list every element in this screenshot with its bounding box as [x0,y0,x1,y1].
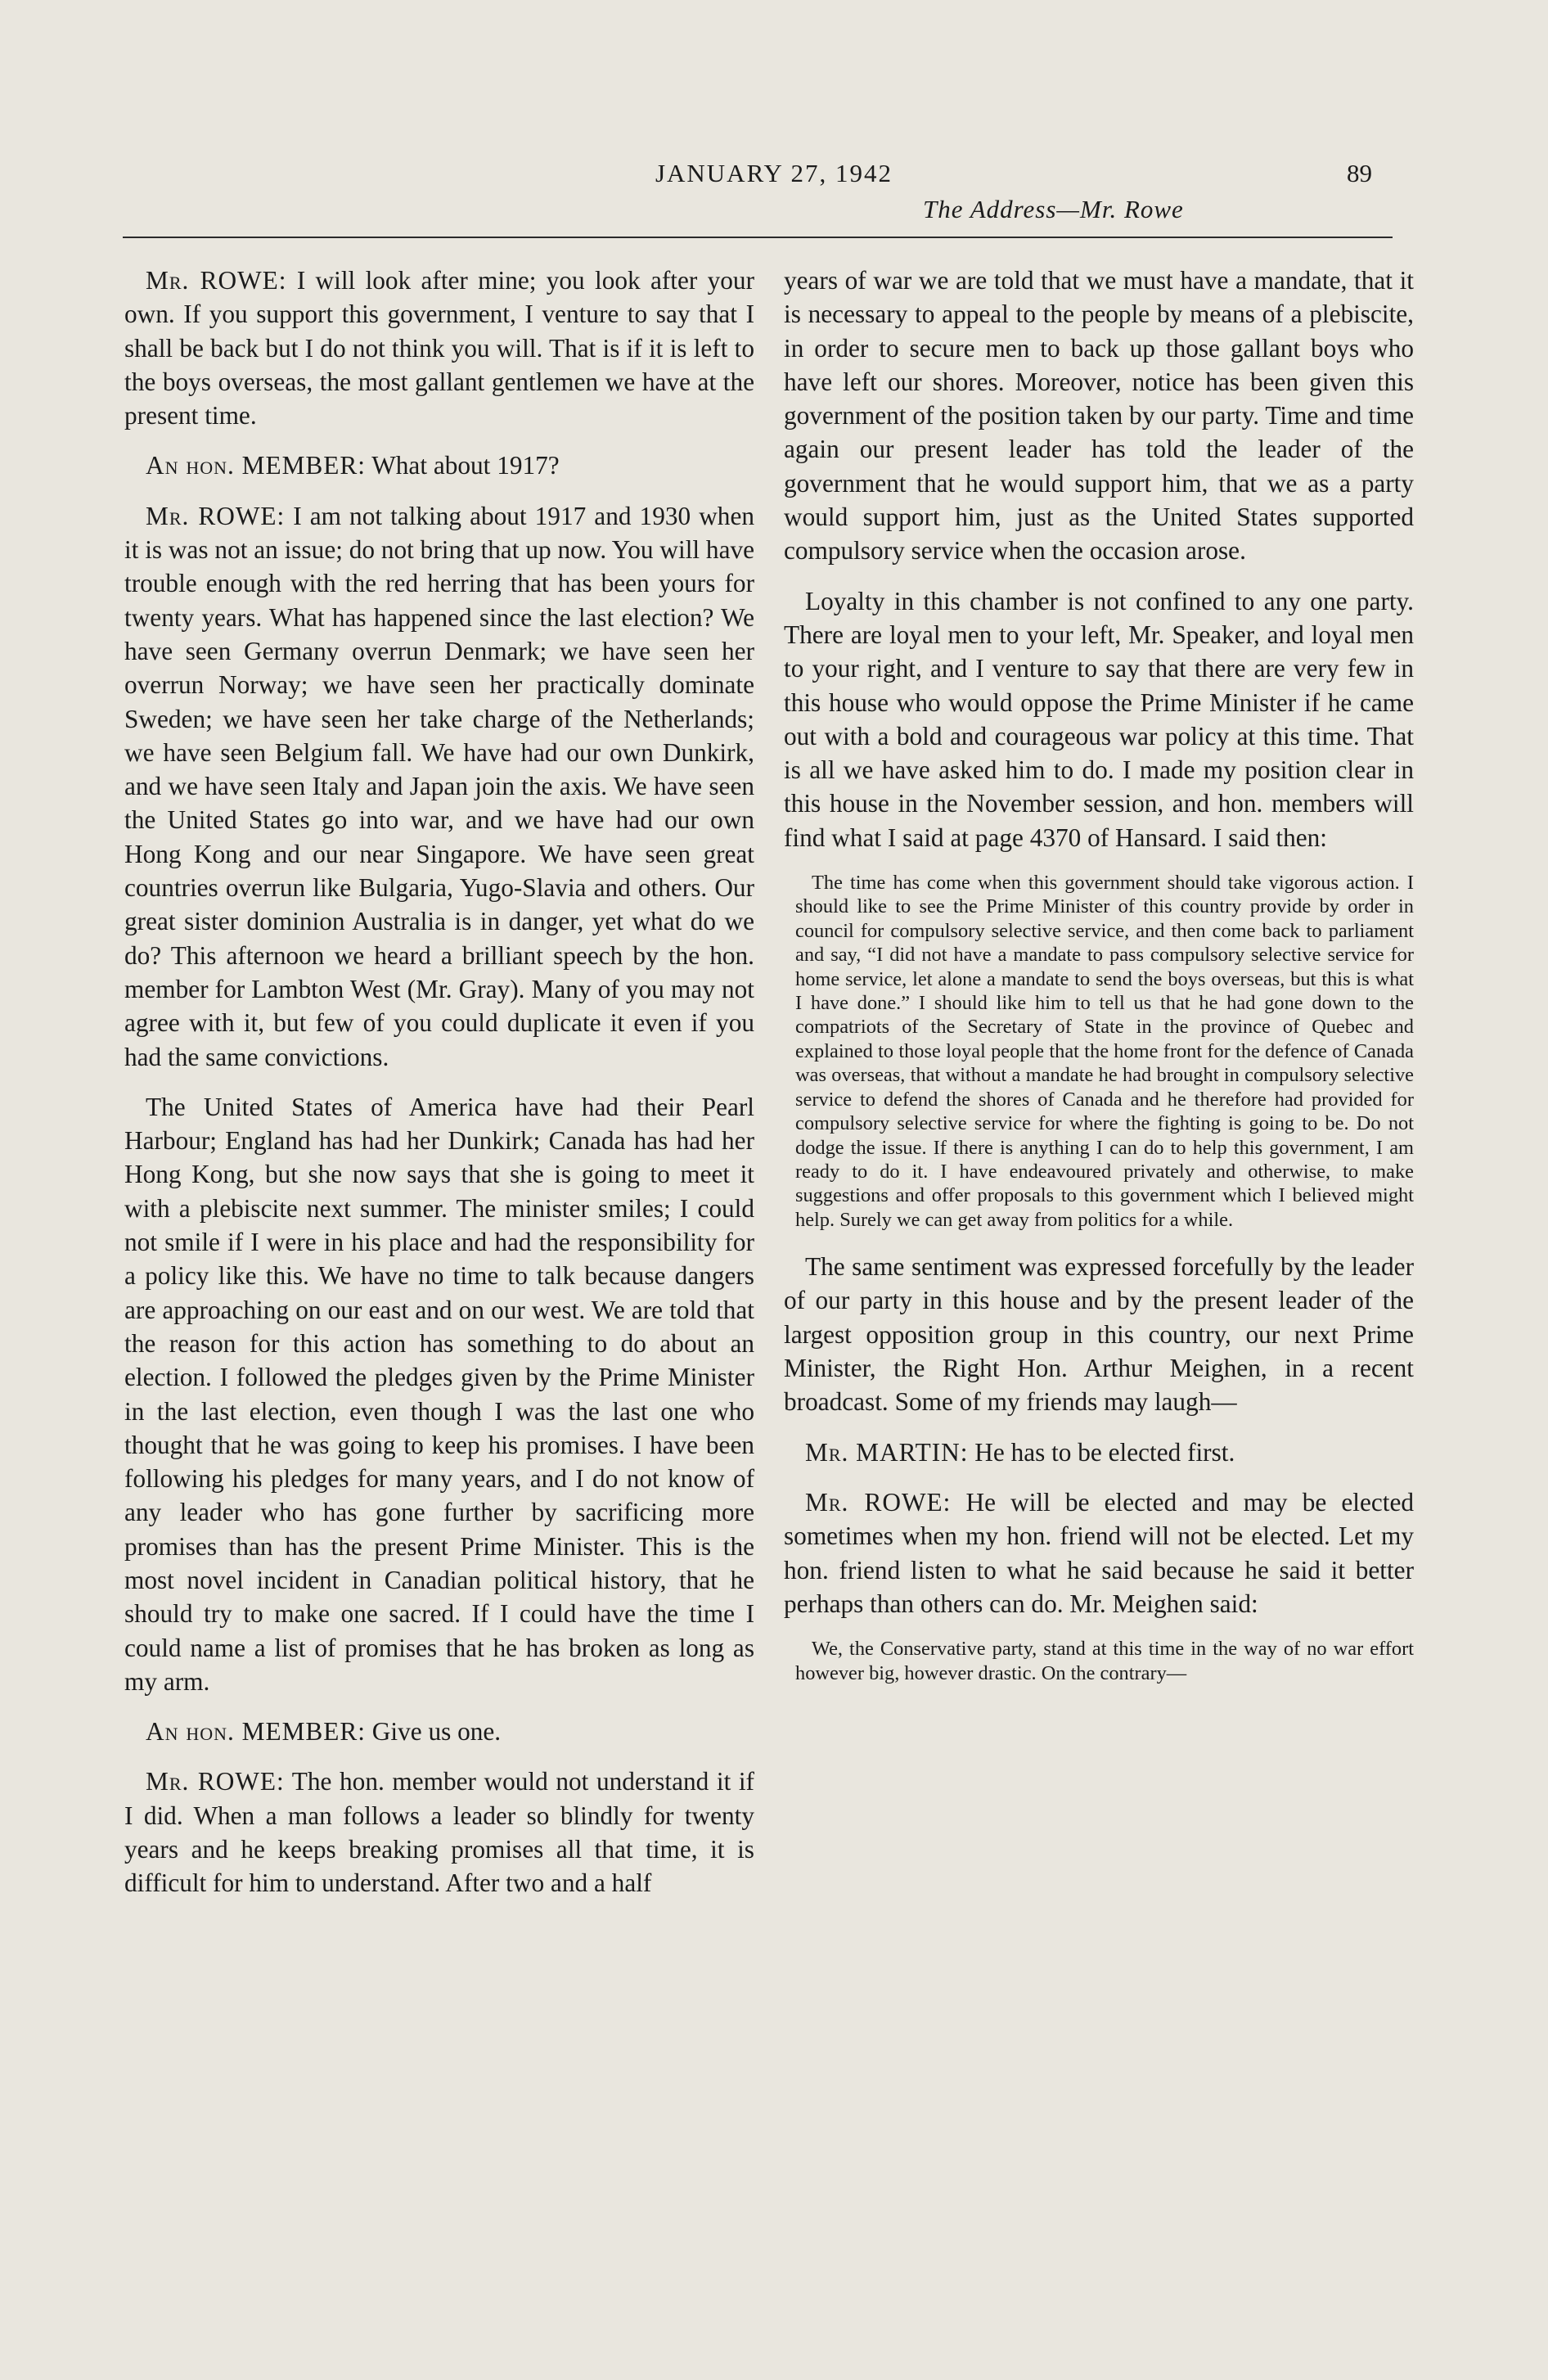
paragraph [784,1485,1414,1620]
quoted-passage [795,1637,1414,1685]
paragraph-text: He has to be elected first. [974,1437,1235,1467]
paragraph-text: The same sentiment was expressed forcefully by the leader of our party in this house and by the present leader of the largest opposition group in this country, our next Prime Minister, the Right Hon. Arthur Meighen, in a recent broadcast. Some of my friends may laugh— [784,1252,1414,1417]
paragraph [124,1715,754,1748]
paragraph [784,1436,1414,1469]
paragraph-text: I will look after mine; you look after your own. If you support this government, I venture to say that I shall be back but I do not think you will. That is if it is left to the boys overseas, the most gallant gentlemen we have at the present time. [124,266,755,430]
right-column [784,264,1414,1703]
paragraph-text: What about 1917? [371,451,560,480]
page-number: 89 [1347,159,1372,187]
paragraph-text: He will be elected and may be elected sometimes when my hon. friend will not be elected. Let my hon. friend listen to what he said because he said it better perhaps than others can do. Mr. Meighen said: [784,1487,1415,1618]
speaker-name: Mr. ROWE: [146,501,286,530]
paragraph [784,584,1414,854]
paragraph [124,264,754,432]
paragraph-text: Loyalty in this chamber is not confined to any one party. There are loyal men to your left, Mr. Speaker, and loyal men to your right, and I venture to say that there are very few in this house who would oppose the Prime Minister if he came out with a bold and courageous war policy at this time. That is all we have asked him to do. I made my position clear in this house in the November session, and hon. members will find what I said at page 4370 of Hansard. I said then: [784,586,1414,852]
paragraph [784,264,1414,568]
speaker-name: An hon. MEMBER: [146,451,366,480]
paragraph-text: The hon. member would not understand it if I did. When a man follows a leader so blindly for twenty years and he keeps breaking promises all that time, it is difficult for him to understand. After two and a half [124,1767,754,1898]
speaker-name: Mr. ROWE: [146,1767,285,1796]
paragraph [124,449,754,482]
paragraph [784,1250,1414,1418]
running-title: The Address—Mr. Rowe [923,195,1184,223]
paragraph [124,499,754,1074]
paragraph-text: The United States of America have had their Pearl Harbour; England has had her Dunkirk; Canada has had her Hong Kong, but she now says that she is going to meet it with a plebiscite next summer. The minister smiles; I could not smile if I were in his place and had the responsibility for a policy like this. We have no time to talk because dangers are approaching on our east and on our west. We are told that the reason for this action has something to do about an election. I followed the pledges given by the Prime Minister in the last election, even though I was the last one who thought that he was going to keep his promises. I have been following his pledges for many years, and I do not know of any leader who has gone further by sacrificing more promises than has the present Prime Minister. This is the most novel incident in Canadian political history, that he should try to make one sacred. If I could have the time I could name a list of promises that he has broken as long as my arm. [124,1092,754,1696]
page-date: JANUARY 27, 1942 [655,159,893,187]
speaker-name: An hon. MEMBER: [146,1717,366,1747]
speaker-name: Mr. MARTIN: [805,1437,969,1467]
speaker-name: Mr. ROWE: [805,1487,952,1517]
header-rule [123,237,1393,238]
left-column [124,264,754,1917]
quoted-passage [795,871,1414,1232]
paragraph [124,1090,754,1698]
speaker-name: Mr. ROWE: [146,266,287,295]
paragraph-text: The time has come when this government should take vigorous action. I should like to see the Prime Minister of this country provide by order in council for compulsory selective service, and then come back to parliament and say, “I did not have a mandate to pass compulsory selective service for home service, let alone a mandate to send the boys overseas, but this is what I have done.” I should like him to tell us that he had gone down to the compatriots of the Secretary of State in the province of Quebec and explained to those loyal people that the home front for the defence of Canada was overseas, that without a mandate he had brought in compulsory selective service to defend the shores of Canada and he therefore had provided for compulsory selective service for where the fighting is going to be. Do not dodge the issue. If there is anything I can do to help this government, I am ready to do it. I have endeavoured privately and otherwise, to make suggestions and offer proposals to this government which I believed might help. Surely we can get away from politics for a while. [795,872,1414,1231]
paragraph-text: Give us one. [371,1717,502,1747]
paragraph-text: We, the Conservative party, stand at this time in the way of no war effort however big, however drastic. On the contrary— [795,1638,1414,1684]
paragraph-text: years of war we are told that we must have a mandate, that it is necessary to appeal to the people by means of a plebiscite, in order to secure men to back up those gallant boys who have left our shores. Moreover, notice has been given this government of the position taken by our party. Time and time again our present leader has told the leader of the government that he would support him, that we as a party would support him, just as the United States supported compulsory service when the occasion arose. [784,266,1414,566]
paragraph [124,1765,754,1900]
paragraph-text: I am not talking about 1917 and 1930 when it is was not an issue; do not bring that up now. You will have trouble enough with the red herring that has been yours for twenty years. What has happened since the last election? We have seen Germany overrun Denmark; we have seen her overrun Norway; we have seen her practically dominate Sweden; we have seen her take charge of the Netherlands; we have seen Belgium fall. We have had our own Dunkirk, and we have seen Italy and Japan join the axis. We have seen the United States go into war, and we have had our own Hong Kong and our near Singapore. We have seen great countries overrun like Bulgaria, Yugo-Slavia and others. Our great sister dominion Australia is in danger, yet what do we do? This afternoon we heard a brilliant speech by the hon. member for Lambton West (Mr. Gray). Many of you may not agree with it, but few of you could duplicate it even if you had the same convictions. [124,501,754,1071]
